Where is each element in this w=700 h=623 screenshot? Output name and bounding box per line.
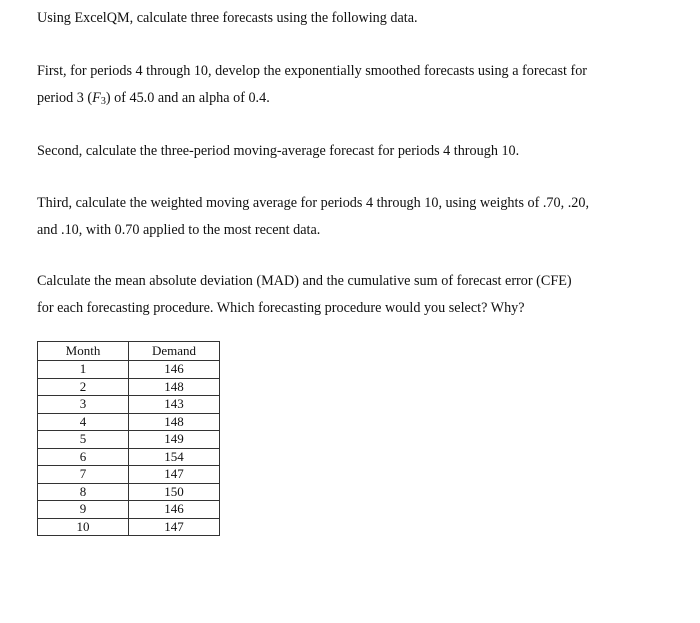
month-cell: 7 <box>38 466 129 484</box>
month-cell: 8 <box>38 483 129 501</box>
table-row <box>38 378 220 396</box>
demand-table <box>37 341 220 536</box>
demand-cell: 148 <box>129 378 220 396</box>
table-row <box>38 466 220 484</box>
forecast-symbol: F <box>92 90 101 106</box>
third-instruction <box>37 190 667 244</box>
question-line2: for each forecasting procedure. Which forecasting procedure would you select? Why? <box>37 300 525 316</box>
month-cell: 2 <box>38 378 129 396</box>
month-cell: 6 <box>38 448 129 466</box>
question-line1: Calculate the mean absolute deviation (MAD) and the cumulative sum of forecast error (CFE) <box>37 273 572 289</box>
first-instruction-line2-suffix: ) of 45.0 and an alpha of 0.4. <box>105 90 270 106</box>
table-row <box>38 431 220 449</box>
month-cell: 5 <box>38 431 129 449</box>
forecast-subscript: 3 <box>100 96 106 107</box>
intro-text: Using ExcelQM, calculate three forecasts using the following data. <box>37 10 418 26</box>
first-instruction-line1: First, for periods 4 through 10, develop the exponentially smoothed forecasts using a forecast for <box>37 63 588 79</box>
month-cell: 1 <box>38 361 129 379</box>
month-cell: 9 <box>38 501 129 519</box>
third-instruction-line1: Third, calculate the weighted moving average for periods 4 through 10, using weights of .70, .20, <box>37 195 589 211</box>
question-text <box>37 268 667 322</box>
table-row <box>38 396 220 414</box>
demand-cell: 148 <box>129 413 220 431</box>
demand-header: Demand <box>129 342 220 361</box>
demand-cell: 146 <box>129 501 220 519</box>
table-row <box>38 413 220 431</box>
table-header-row <box>38 342 220 361</box>
month-cell: 10 <box>38 518 129 536</box>
month-header: Month <box>38 342 129 361</box>
third-instruction-line2: and .10, with 0.70 applied to the most recent data. <box>37 222 321 238</box>
month-cell: 3 <box>38 396 129 414</box>
table-row <box>38 483 220 501</box>
table-row <box>38 361 220 379</box>
demand-cell: 147 <box>129 466 220 484</box>
table-row <box>38 448 220 466</box>
demand-cell: 154 <box>129 448 220 466</box>
first-instruction <box>37 58 667 112</box>
demand-cell: 149 <box>129 431 220 449</box>
table-row <box>38 501 220 519</box>
table-row <box>38 518 220 536</box>
demand-cell: 143 <box>129 396 220 414</box>
first-instruction-line2-prefix: period 3 ( <box>37 90 93 106</box>
demand-cell: 150 <box>129 483 220 501</box>
demand-cell: 146 <box>129 361 220 379</box>
demand-cell: 147 <box>129 518 220 536</box>
second-instruction: Second, calculate the three-period moving-average forecast for periods 4 through 10. <box>37 143 520 159</box>
month-cell: 4 <box>38 413 129 431</box>
